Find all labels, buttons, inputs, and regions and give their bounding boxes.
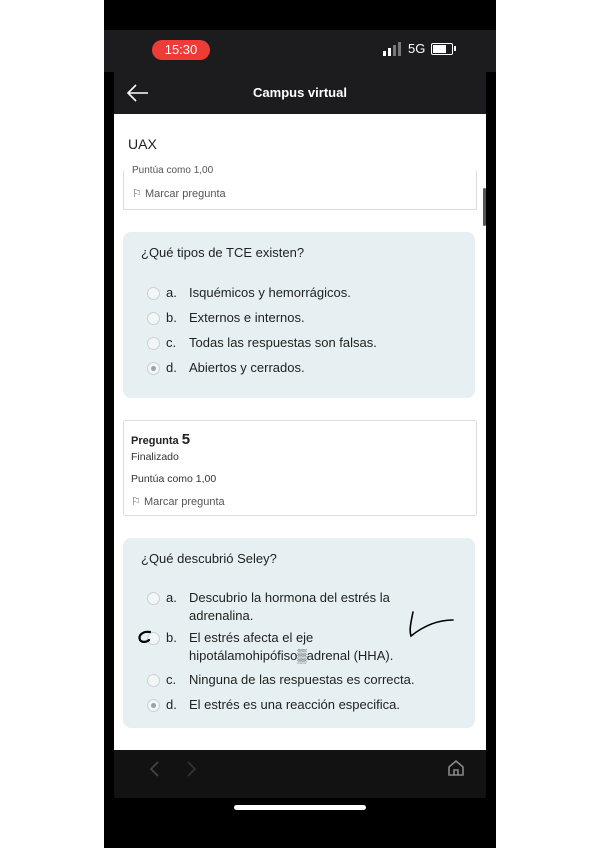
question-4-card — [123, 232, 475, 398]
signal-icon — [382, 42, 404, 56]
option-text: Externos e internos. — [189, 310, 305, 325]
bottom-nav-bar — [114, 750, 486, 798]
network-label: 5G — [408, 41, 426, 56]
quiz-content — [114, 114, 486, 750]
question-number-value: 5 — [181, 431, 191, 448]
score-label: Puntúa como 1,00 — [131, 473, 217, 485]
question-text: ¿Qué tipos de TCE existen? — [141, 245, 305, 260]
option-text: El estrés es una reacción especifica. — [189, 697, 400, 712]
option-letter: c. — [166, 335, 177, 350]
flag-question-link[interactable] — [131, 495, 225, 508]
option-letter: c. — [166, 672, 177, 687]
previous-question-info — [123, 165, 477, 210]
radio-button[interactable] — [147, 674, 160, 687]
option-letter: a. — [166, 590, 177, 605]
battery-icon — [431, 43, 453, 55]
question-label: Pregunta — [131, 435, 179, 447]
status-bar — [104, 30, 496, 72]
question-number — [131, 431, 190, 448]
question-text: ¿Qué descubrió Seley? — [141, 551, 277, 566]
option-text: Descubrio la hormona del estrés la adrenalina. — [189, 590, 390, 623]
radio-button[interactable] — [147, 287, 160, 300]
handwritten-check-icon — [403, 608, 459, 642]
question-5-card — [123, 538, 475, 728]
option-text: Todas las respuestas son falsas. — [189, 335, 377, 350]
radio-button[interactable] — [147, 337, 160, 350]
page-title: Campus virtual — [253, 85, 347, 100]
radio-button[interactable] — [147, 312, 160, 325]
flag-icon: ⚐ — [132, 188, 142, 200]
time-pill: 15:30 — [152, 40, 210, 60]
option-letter: d. — [166, 697, 177, 712]
radio-button-selected[interactable] — [147, 699, 160, 712]
scrollbar-thumb[interactable] — [483, 188, 486, 226]
option-letter: d. — [166, 360, 177, 375]
phone-frame — [104, 0, 496, 848]
home-indicator[interactable] — [234, 805, 366, 810]
option-letter: b. — [166, 630, 177, 645]
option-text: El estrés afecta el eje hipotálamohipófiso▒adrenal (HHA). — [189, 630, 394, 663]
flag-label: Marcar pregunta — [143, 496, 225, 508]
handwritten-mark-icon — [135, 628, 155, 648]
browser-forward-icon[interactable] — [182, 760, 200, 778]
flag-icon: ⚐ — [131, 496, 141, 508]
browser-back-icon[interactable] — [146, 760, 164, 778]
radio-button-selected[interactable] — [147, 362, 160, 375]
flag-label: Marcar pregunta — [144, 188, 226, 200]
question-5-info — [123, 420, 477, 516]
question-status: Finalizado — [131, 451, 179, 463]
option-text: Isquémicos y hemorrágicos. — [189, 285, 351, 300]
option-letter: b. — [166, 310, 177, 325]
score-label: Puntúa como 1,00 — [132, 165, 214, 175]
app-header — [114, 72, 486, 114]
option-text: Abiertos y cerrados. — [189, 360, 305, 375]
flag-question-link[interactable] — [132, 187, 226, 200]
home-icon[interactable] — [446, 758, 466, 778]
option-text: Ninguna de las respuestas es correcta. — [189, 672, 415, 687]
option-letter: a. — [166, 285, 177, 300]
radio-button[interactable] — [147, 592, 160, 605]
site-name: UAX — [128, 136, 157, 152]
